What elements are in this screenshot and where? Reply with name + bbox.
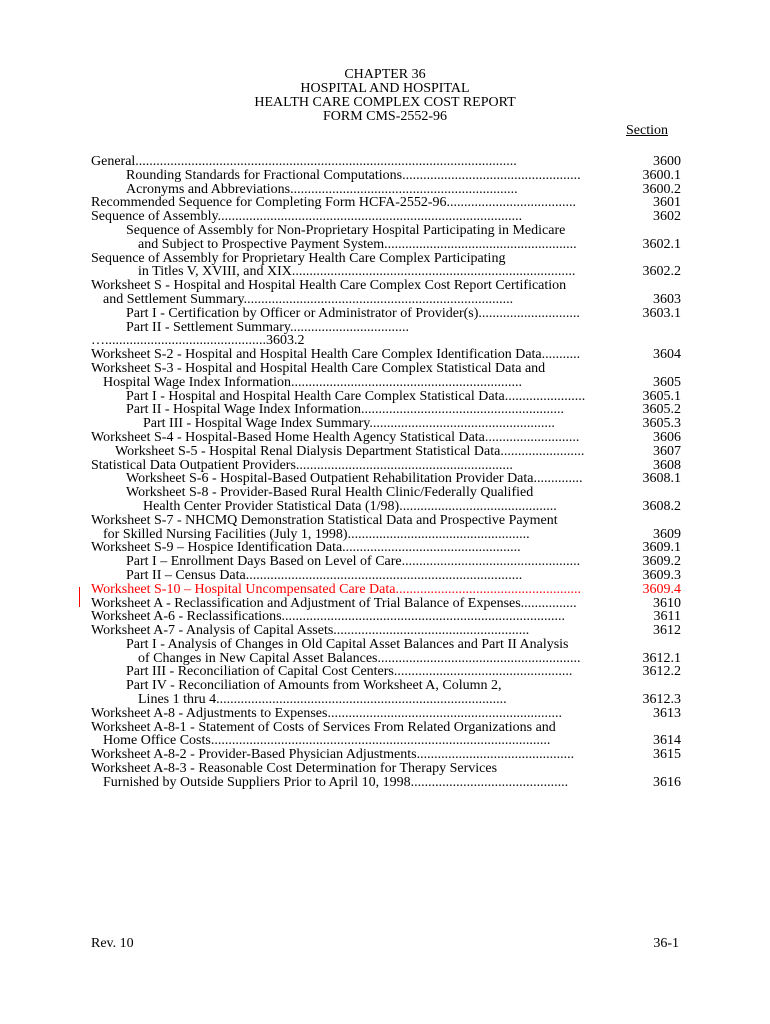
toc-entry-title: Part II - Settlement Summary..................................	[126, 320, 409, 335]
toc-entry-section-number: 3613	[653, 706, 681, 721]
toc-entry	[91, 279, 681, 293]
toc-entry	[91, 334, 681, 348]
toc-entry-section-number: 3615	[653, 748, 681, 763]
toc-entry-section-number: 3600.1	[642, 168, 681, 183]
toc-entry-section-number: 3612.1	[642, 651, 681, 666]
header-line-3: HEALTH CARE COMPLEX COST REPORT	[254, 95, 516, 110]
table-of-contents	[91, 155, 681, 790]
toc-entry-title: and Settlement Summary.............................................................................	[103, 292, 514, 307]
toc-entry-title: in Titles V, XVIII, and XIX.................................................................................	[138, 265, 576, 280]
toc-entry-title: Part I - Hospital and Hospital Health Care Complex Statistical Data.......................	[126, 389, 586, 404]
toc-entry-title: Sequence of Assembly for Proprietary Health Care Complex Participating	[91, 251, 506, 266]
toc-entry	[91, 734, 681, 748]
toc-entry	[91, 748, 681, 762]
toc-entry	[91, 265, 681, 279]
toc-entry-section-number: 3608.1	[642, 472, 681, 487]
toc-entry-section-number: 3609.2	[642, 555, 681, 569]
toc-entry-section-number: 3609.3	[642, 568, 681, 583]
toc-entry-title: Worksheet A-6 - Reclassifications.................................................................................	[91, 610, 566, 625]
toc-entry-section-number: 3610	[653, 596, 681, 611]
toc-entry	[91, 348, 681, 362]
toc-entry	[91, 486, 681, 500]
toc-entry	[91, 445, 681, 459]
toc-entry	[91, 679, 681, 693]
toc-entry-section-number: 3602	[653, 210, 681, 224]
toc-entry	[91, 693, 681, 707]
toc-entry-title: Part IV - Reconciliation of Amounts from Worksheet A, Column 2,	[126, 679, 502, 694]
toc-entry	[91, 210, 681, 224]
toc-entry-title: General.............................................................................................................	[91, 155, 517, 169]
toc-entry	[91, 569, 681, 583]
toc-entry	[91, 307, 681, 321]
toc-entry-title: Worksheet S-10 – Hospital Uncompensated Care Data.....................................................	[91, 582, 581, 597]
toc-entry-title: Worksheet A-8-3 - Reasonable Cost Determination for Therapy Services	[91, 762, 498, 776]
toc-entry	[91, 238, 681, 252]
toc-entry-title: Worksheet S-7 - NHCMQ Demonstration Statistical Data and Prospective Payment	[91, 513, 558, 528]
toc-entry-section-number: 3603.1	[642, 306, 681, 321]
toc-entry-section-number: 3609.1	[642, 541, 681, 556]
toc-entry	[91, 583, 681, 597]
page-header	[0, 68, 770, 124]
toc-entry-title: Health Center Provider Statistical Data (1/98).............................................	[143, 499, 557, 514]
toc-entry-title: Sequence of Assembly.......................................................................................	[91, 210, 523, 224]
toc-entry-section-number: 3600	[653, 155, 681, 169]
toc-entry-section-number: 3608.2	[642, 499, 681, 514]
toc-entry-section-number: 3609	[653, 527, 681, 542]
toc-entry	[91, 624, 681, 638]
toc-entry	[91, 555, 681, 569]
toc-entry	[91, 252, 681, 266]
toc-entry-title: Acronyms and Abbreviations.................................................................	[126, 182, 518, 197]
toc-entry-title: Part I – Enrollment Days Based on Level of Care...................................................	[126, 555, 581, 569]
toc-entry	[91, 707, 681, 721]
toc-entry-title: Furnished by Outside Suppliers Prior to April 10, 1998.............................................	[103, 775, 569, 790]
toc-entry	[91, 431, 681, 445]
toc-entry	[91, 762, 681, 776]
toc-entry-section-number: 3616	[653, 775, 681, 790]
toc-entry-title: Worksheet S-3 - Hospital and Hospital Health Care Complex Statistical Data and	[91, 361, 546, 376]
chapter-title: CHAPTER 36	[344, 67, 426, 82]
toc-entry	[91, 459, 681, 473]
toc-entry-title: Statistical Data Outpatient Providers..............................................................	[91, 458, 513, 473]
toc-entry-section-number: 3612	[653, 624, 681, 638]
toc-entry-title: and Subject to Prospective Payment System.......................................................	[138, 237, 577, 252]
toc-entry-section-number: 3602.1	[642, 237, 681, 252]
toc-entry-section-number: 3614	[653, 734, 681, 749]
toc-entry	[91, 376, 681, 390]
toc-entry	[91, 541, 681, 555]
toc-entry-section-number: 3604	[653, 348, 681, 362]
toc-entry-section-number: 3608	[653, 458, 681, 473]
toc-entry-section-number: 3612.2	[642, 665, 681, 680]
toc-entry-title: Hospital Wage Index Information..................................................................	[103, 375, 522, 390]
toc-entry-title: Part I - Analysis of Changes in Old Capital Asset Balances and Part II Analysis	[126, 637, 569, 652]
toc-entry	[91, 183, 681, 197]
toc-entry-title: Part II - Hospital Wage Index Information..........................................................	[126, 403, 564, 418]
toc-entry-title: Part II – Census Data...............................................................................	[126, 568, 523, 583]
toc-entry-title: …..............................................3603.2	[91, 334, 305, 349]
toc-entry-section-number: 3606	[653, 430, 681, 445]
form-title: FORM CMS-2552-96	[322, 109, 448, 124]
toc-entry	[91, 362, 681, 376]
toc-entry-title: Sequence of Assembly for Non-Proprietary Hospital Participating in Medicare	[126, 223, 566, 238]
toc-entry-title: Part III - Hospital Wage Index Summary.....................................................	[143, 417, 555, 431]
toc-entry	[91, 528, 681, 542]
toc-entry	[91, 721, 681, 735]
toc-entry-section-number: 3601	[653, 196, 681, 211]
toc-entry-title: Worksheet S-2 - Hospital and Hospital Health Care Complex Identification Data...........	[91, 348, 581, 362]
toc-entry	[91, 652, 681, 666]
toc-entry	[91, 417, 681, 431]
toc-entry	[91, 169, 681, 183]
toc-entry-title: Worksheet A-8-2 - Provider-Based Physician Adjustments.............................................	[91, 748, 575, 763]
toc-entry-title: Lines 1 thru 4...................................................................................	[138, 693, 507, 707]
toc-entry	[91, 500, 681, 514]
toc-entry-section-number: 3605.3	[642, 417, 681, 431]
toc-entry	[91, 665, 681, 679]
toc-entry-title: Worksheet A - Reclassification and Adjustment of Trial Balance of Expenses................	[91, 596, 577, 611]
toc-entry	[91, 390, 681, 404]
toc-entry-section-number: 3607	[653, 444, 681, 459]
toc-entry-section-number: 3602.2	[642, 265, 681, 280]
toc-entry-title: Worksheet S-5 - Hospital Renal Dialysis Department Statistical Data........................	[115, 444, 585, 459]
toc-entry-title: Worksheet A-8-1 - Statement of Costs of Services From Related Organizations and	[91, 720, 556, 735]
toc-entry-section-number: 3611	[653, 610, 681, 625]
toc-entry-title: of Changes in New Capital Asset Balances..........................................................	[138, 651, 581, 666]
toc-entry-section-number: 3612.3	[642, 693, 681, 707]
toc-entry-title: Worksheet S-9 – Hospice Identification Data...................................................	[91, 541, 521, 556]
revision-change-bar	[79, 587, 80, 607]
toc-entry-title: Part I - Certification by Officer or Administrator of Provider(s).............................	[126, 306, 580, 321]
toc-entry	[91, 224, 681, 238]
toc-entry-section-number: 3605	[653, 375, 681, 390]
toc-entry-title: Worksheet S-4 - Hospital-Based Home Health Agency Statistical Data...........................	[91, 430, 580, 445]
toc-entry-section-number: 3605.2	[642, 403, 681, 418]
toc-entry-title: Recommended Sequence for Completing Form HCFA-2552-96.....................................	[91, 196, 577, 211]
footer-page-number: 36-1	[653, 936, 679, 951]
toc-entry	[91, 597, 681, 611]
toc-entry-title: Worksheet A-8 - Adjustments to Expenses...................................................................	[91, 706, 562, 721]
header-line-2: HOSPITAL AND HOSPITAL	[300, 81, 470, 96]
toc-entry-title: Home Office Costs.................................................................................................	[103, 734, 551, 749]
toc-entry-title: for Skilled Nursing Facilities (July 1, 1998)....................................................	[103, 527, 530, 542]
toc-entry-title: Worksheet S - Hospital and Hospital Health Care Complex Cost Report Certification	[91, 279, 567, 293]
toc-entry	[91, 196, 681, 210]
toc-entry-title: Worksheet S-8 - Provider-Based Rural Health Clinic/Federally Qualified	[126, 486, 534, 500]
toc-entry-section-number: 3605.1	[642, 389, 681, 404]
toc-entry	[91, 776, 681, 790]
toc-entry	[91, 321, 681, 335]
toc-entry-section-number: 3603	[653, 292, 681, 307]
toc-entry-section-number: 3600.2	[642, 182, 681, 197]
toc-entry	[91, 514, 681, 528]
toc-entry-title: Worksheet S-6 - Hospital-Based Outpatient Rehabilitation Provider Data..............	[126, 472, 583, 487]
toc-entry	[91, 293, 681, 307]
toc-entry	[91, 155, 681, 169]
footer-revision: Rev. 10	[91, 936, 134, 951]
toc-entry-title: Rounding Standards for Fractional Computations...................................................	[126, 168, 581, 183]
toc-entry	[91, 472, 681, 486]
toc-entry	[91, 403, 681, 417]
toc-entry-section-number: 3609.4	[642, 582, 681, 597]
toc-entry	[91, 610, 681, 624]
toc-entry-title: Worksheet A-7 - Analysis of Capital Assets........................................................	[91, 624, 530, 638]
toc-entry-title: Part III - Reconciliation of Capital Cost Centers...................................................	[126, 665, 573, 680]
section-column-label: Section	[626, 123, 668, 138]
toc-entry	[91, 638, 681, 652]
